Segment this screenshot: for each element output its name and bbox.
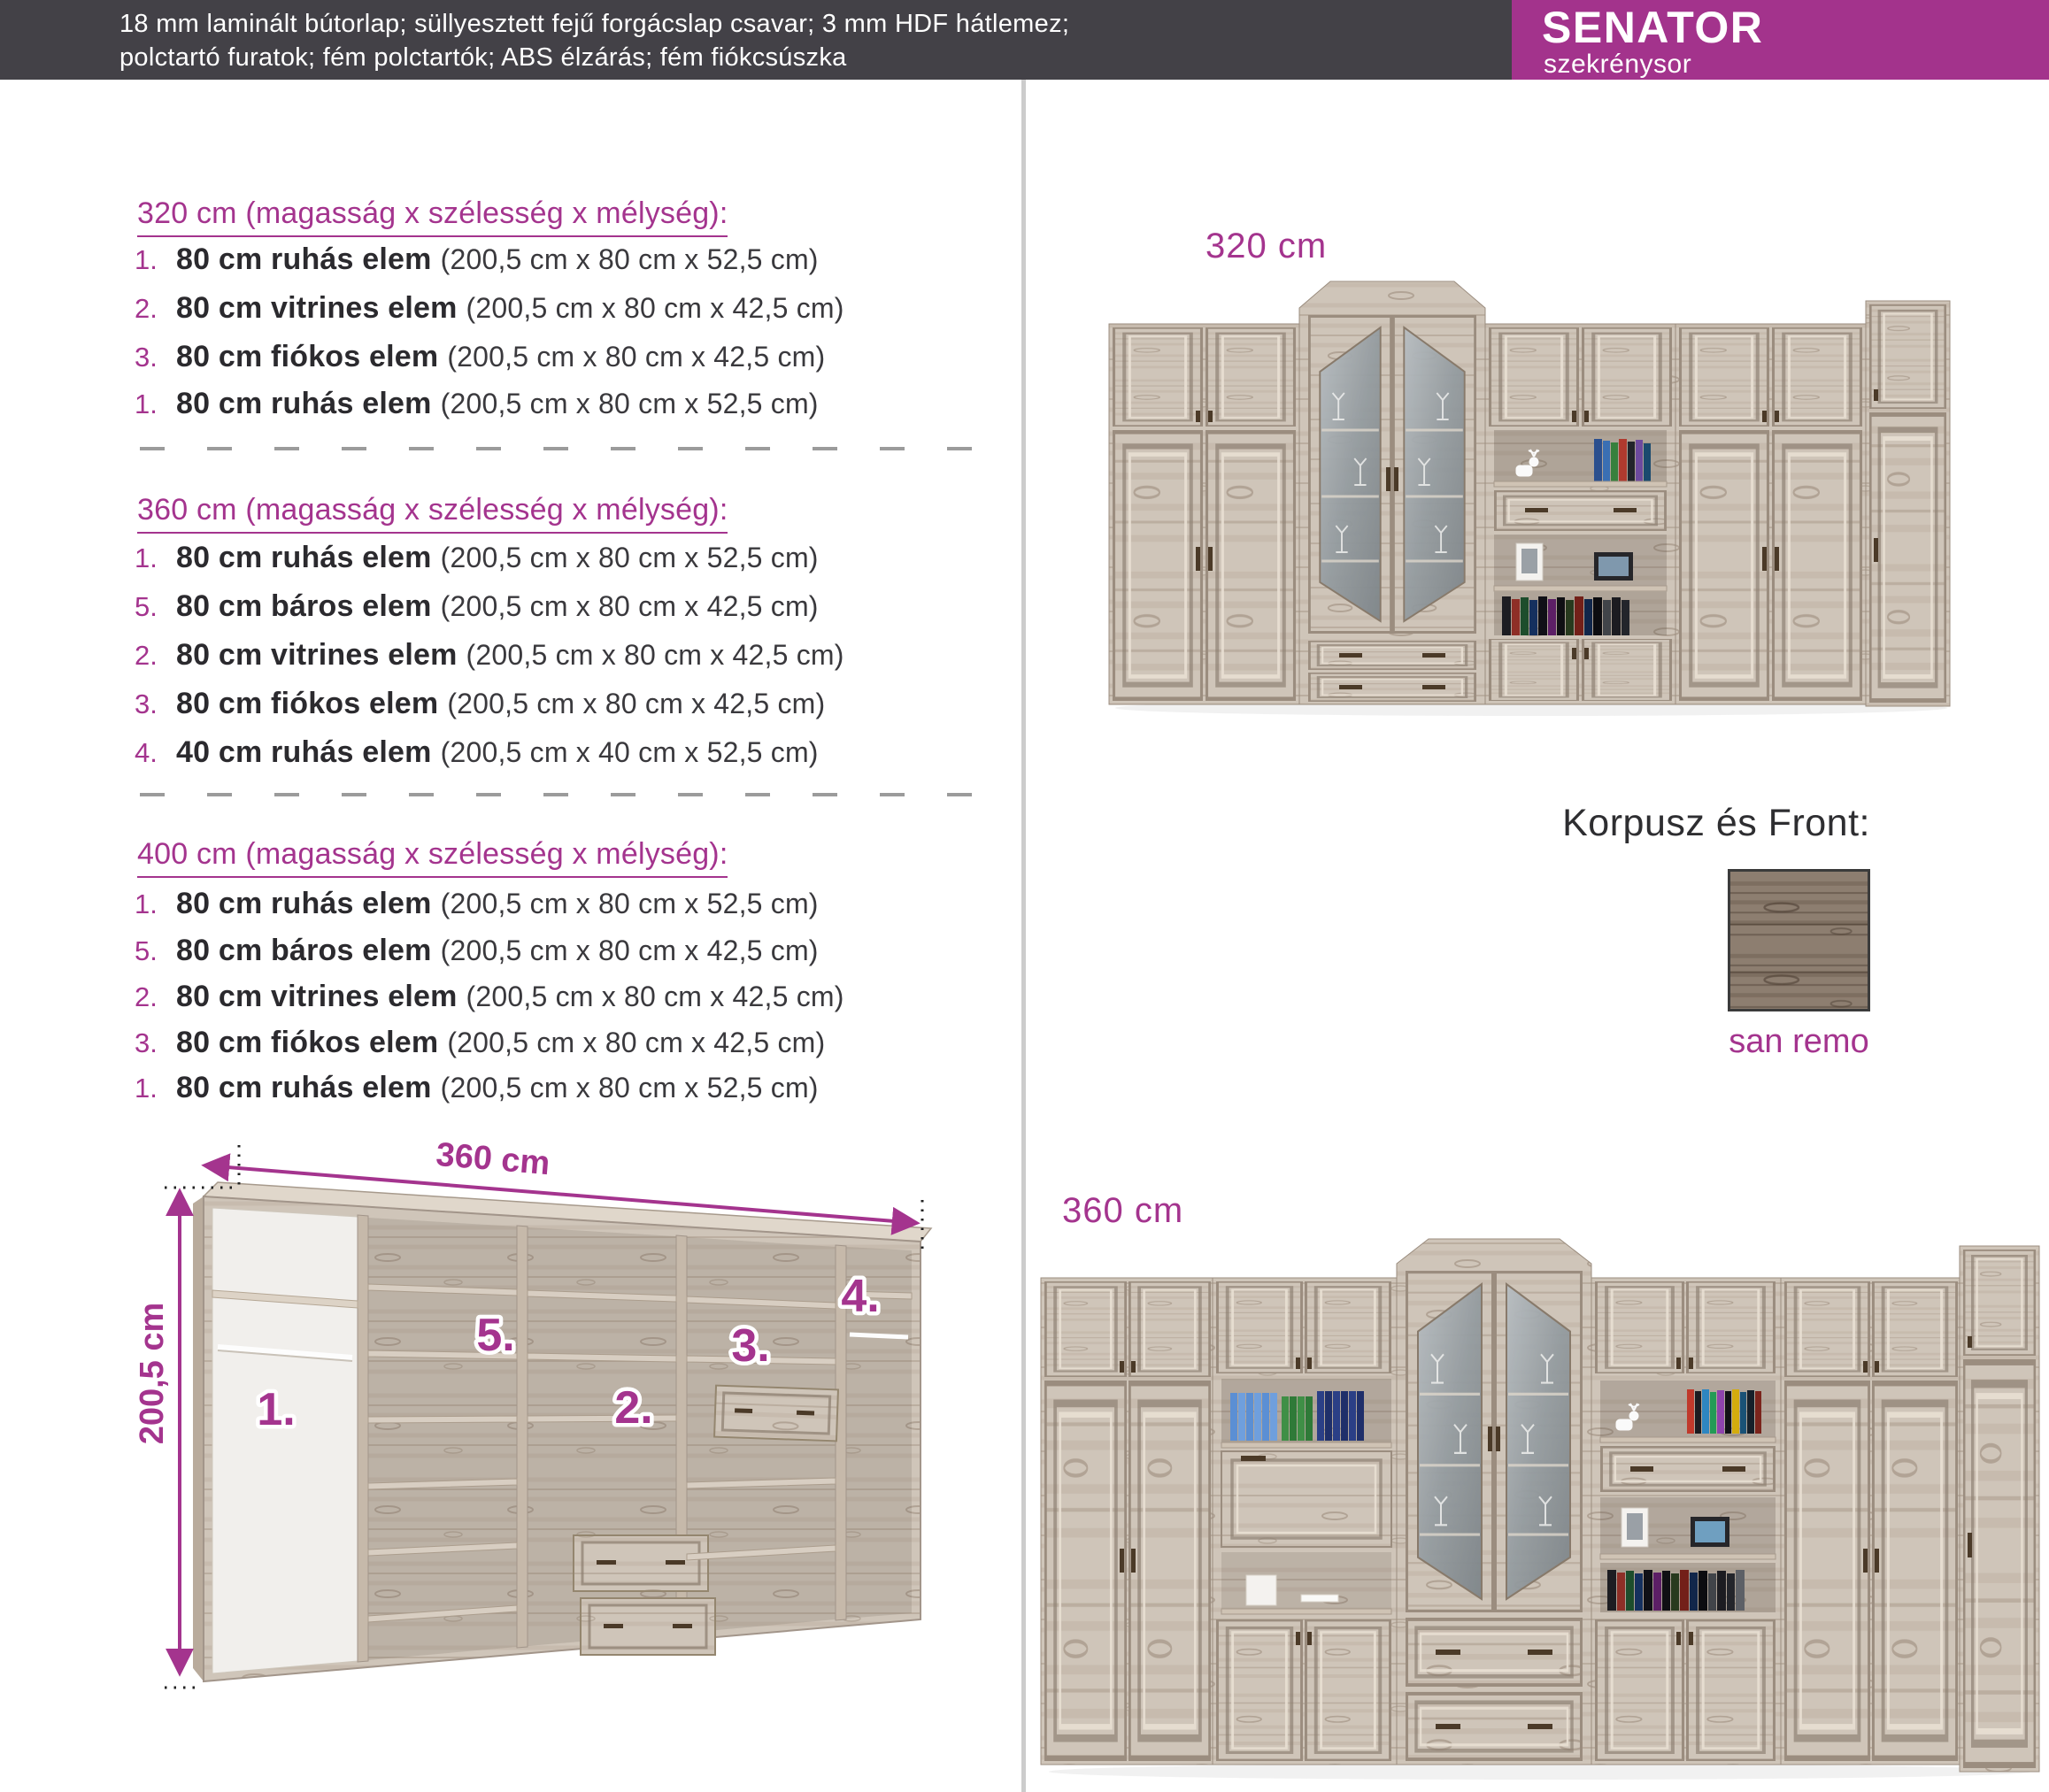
diagram-height-label: 200,5 cm [134, 1302, 171, 1445]
list-item [135, 340, 825, 377]
cabinet-photo-320 [1102, 255, 1960, 719]
dashed-separator [140, 447, 972, 450]
list-item [135, 735, 819, 773]
list-item [135, 687, 825, 724]
list-item [135, 589, 819, 627]
brand-title: SENATOR [1542, 3, 1764, 52]
item-name: 80 cm ruhás elem [176, 541, 432, 574]
item-name: 80 cm fiókos elem [176, 1026, 439, 1059]
diagram-marker-3: 3. [731, 1320, 770, 1372]
section-title-320: 320 cm (magasság x szélesség x mélység): [137, 196, 728, 237]
item-dimensions: (200,5 cm x 80 cm x 42,5 cm) [447, 688, 826, 719]
brand-subtitle: szekrénysor [1544, 50, 1692, 79]
dashed-separator [140, 793, 972, 796]
unit-shelf-element [1485, 324, 1675, 704]
books-row [1502, 596, 1629, 635]
list-item [135, 541, 819, 578]
item-number: 2. [135, 981, 158, 1012]
diagram-width-label: 360 cm [435, 1135, 551, 1183]
spec-line-1: 18 mm laminált bútorlap; süllyesztett fejű forgácslap csavar; 3 mm HDF hátlemez; [119, 10, 1070, 38]
item-name: 80 cm vitrines elem [176, 291, 458, 325]
item-name: 80 cm ruhás elem [176, 1071, 432, 1104]
brand-block [1512, 0, 2049, 80]
item-name: 80 cm vitrines elem [176, 638, 458, 672]
item-name: 80 cm ruhás elem [176, 242, 432, 276]
item-name: 80 cm ruhás elem [176, 387, 432, 420]
list-item [135, 1071, 819, 1108]
cabinet-left-edge [193, 1196, 204, 1681]
diagram-marker-4: 4. [841, 1271, 880, 1322]
item-name: 80 cm báros elem [176, 934, 432, 967]
item-number: 4. [135, 737, 158, 768]
item-dimensions: (200,5 cm x 80 cm x 52,5 cm) [440, 243, 819, 275]
unit-vitrine [1299, 281, 1485, 704]
section-title-400: 400 cm (magasság x szélesség x mélység): [137, 837, 728, 878]
photo-label-320: 320 cm [1206, 227, 1328, 265]
list-item [135, 638, 844, 675]
list-item [135, 1026, 825, 1063]
item-number: 1. [135, 542, 158, 573]
header-bar [0, 0, 2049, 80]
diagram-marker-2: 2. [614, 1382, 653, 1434]
list-item [135, 980, 844, 1017]
item-dimensions: (200,5 cm x 40 cm x 52,5 cm) [440, 736, 819, 768]
item-number: 1. [135, 388, 158, 419]
item-dimensions: (200,5 cm x 80 cm x 52,5 cm) [440, 1072, 819, 1104]
bar-flap-door [1221, 1451, 1391, 1547]
item-dimensions: (200,5 cm x 80 cm x 52,5 cm) [440, 388, 819, 419]
item-name: 40 cm ruhás elem [176, 735, 432, 769]
swatch-label: san remo [1729, 1023, 1869, 1060]
item-dimensions: (200,5 cm x 80 cm x 42,5 cm) [466, 292, 844, 324]
item-dimensions: (200,5 cm x 80 cm x 42,5 cm) [447, 1027, 826, 1058]
item-dimensions: (200,5 cm x 80 cm x 42,5 cm) [440, 590, 819, 622]
item-name: 80 cm fiókos elem [176, 340, 439, 373]
unit-wardrobe-left [1109, 324, 1299, 704]
interior-diagram [89, 1133, 974, 1779]
san-remo-swatch [1728, 869, 1870, 1011]
unit-wardrobe-right [1781, 1278, 1960, 1765]
finish-heading: Korpusz és Front: [1562, 802, 1870, 844]
item-dimensions: (200,5 cm x 80 cm x 52,5 cm) [440, 888, 819, 919]
item-number: 1. [135, 1073, 158, 1104]
item-number: 3. [135, 1027, 158, 1058]
wood-swatch-image [1730, 872, 1868, 1009]
section-title-360: 360 cm (magasság x szélesség x mélység): [137, 493, 728, 534]
books-row [1607, 1570, 1745, 1611]
item-number: 3. [135, 688, 158, 719]
unit-narrow-wardrobe [1866, 301, 1950, 706]
item-dimensions: (200,5 cm x 80 cm x 52,5 cm) [440, 542, 819, 573]
item-name: 80 cm vitrines elem [176, 980, 458, 1013]
unit-wardrobe-left [1041, 1278, 1213, 1765]
item-dimensions: (200,5 cm x 80 cm x 42,5 cm) [447, 341, 826, 373]
item-number: 1. [135, 244, 158, 275]
list-item [135, 887, 819, 924]
diagram-marker-5: 5. [476, 1310, 515, 1361]
pulled-drawer [714, 1386, 838, 1442]
dvd-stack [1687, 1389, 1761, 1434]
column-divider [1021, 80, 1026, 1792]
spec-line-2: polctartó furatok; fém polctartók; ABS élzárás; fém fiókcsúszka [119, 43, 847, 72]
list-item [135, 387, 819, 424]
list-item [135, 242, 819, 280]
diagram-marker-1: 1. [257, 1384, 296, 1435]
item-name: 80 cm fiókos elem [176, 687, 439, 720]
item-name: 80 cm ruhás elem [176, 887, 432, 920]
unit-shelf-element [1591, 1278, 1781, 1765]
photo-label-360: 360 cm [1062, 1191, 1184, 1230]
unit-narrow-wardrobe [1960, 1246, 2039, 1772]
list-item [135, 934, 819, 971]
item-name: 80 cm báros elem [176, 589, 432, 623]
item-dimensions: (200,5 cm x 80 cm x 42,5 cm) [440, 934, 819, 966]
item-dimensions: (200,5 cm x 80 cm x 42,5 cm) [466, 639, 844, 671]
unit-vitrine [1397, 1239, 1591, 1765]
spec-text [119, 7, 1069, 74]
list-item [135, 291, 844, 328]
cabinet-photo-360 [1036, 1223, 2045, 1785]
item-number: 1. [135, 888, 158, 919]
item-number: 2. [135, 293, 158, 324]
item-number: 2. [135, 640, 158, 671]
unit-wardrobe-right [1675, 324, 1866, 704]
item-dimensions: (200,5 cm x 80 cm x 42,5 cm) [466, 981, 844, 1012]
item-number: 5. [135, 935, 158, 966]
item-number: 5. [135, 591, 158, 622]
unit-bar-element [1213, 1278, 1397, 1765]
item-number: 3. [135, 342, 158, 373]
